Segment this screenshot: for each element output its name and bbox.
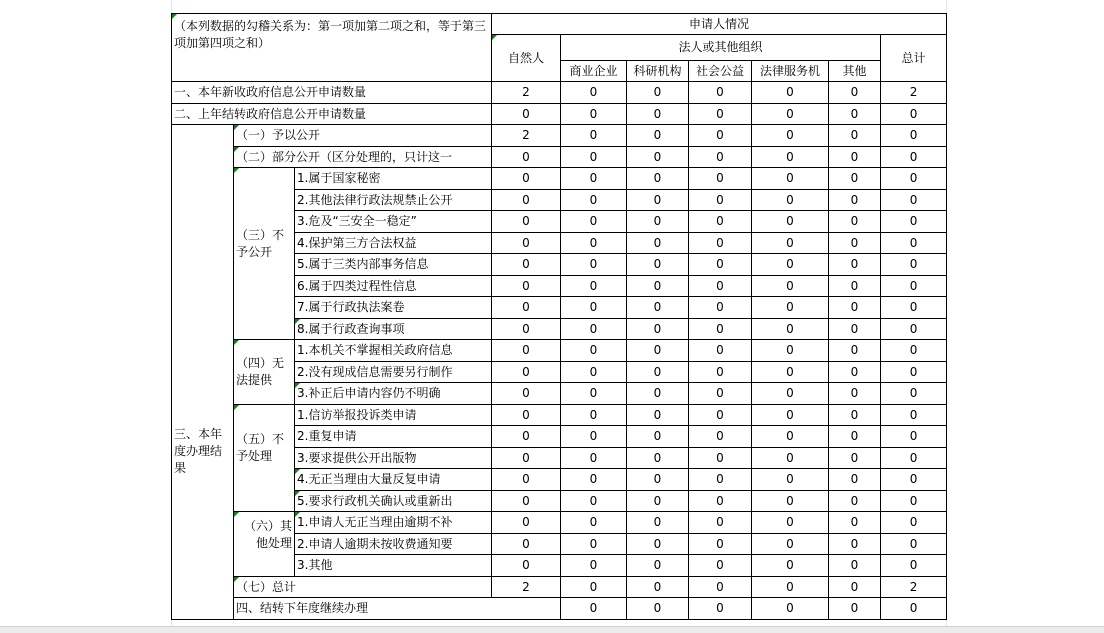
cell[interactable]: 0 — [689, 146, 752, 168]
table-row — [172, 103, 947, 125]
cell[interactable]: 0 — [881, 297, 947, 319]
cell[interactable]: 0 — [689, 426, 752, 448]
cell[interactable]: 0 — [492, 254, 561, 276]
cell[interactable]: 0 — [689, 82, 752, 104]
cell[interactable]: 0 — [829, 426, 881, 448]
cell[interactable]: 0 — [627, 211, 689, 233]
cell[interactable]: 0 — [752, 103, 829, 125]
row-label[interactable]: 一、本年新收政府信息公开申请数量 — [172, 82, 492, 104]
cell[interactable]: 0 — [689, 512, 752, 534]
header-note[interactable]: （本列数据的勾稽关系为：第一项加第二项之和，等于第三项加第四项之和） — [172, 14, 492, 82]
cell[interactable]: 0 — [627, 103, 689, 125]
row-label[interactable]: （七）总计 — [234, 576, 492, 598]
cell[interactable]: 0 — [492, 490, 561, 512]
cell[interactable]: 0 — [492, 512, 561, 534]
cell[interactable]: 0 — [561, 103, 627, 125]
cell[interactable]: 0 — [689, 211, 752, 233]
cell[interactable]: 0 — [829, 297, 881, 319]
cell[interactable]: 0 — [627, 598, 689, 620]
row-label[interactable]: 7.属于行政执法案卷 — [295, 297, 492, 319]
group-3-5-label[interactable]: （五）不予处理 — [234, 404, 295, 512]
row-label[interactable]: 6.属于四类过程性信息 — [295, 275, 492, 297]
cell[interactable]: 0 — [752, 361, 829, 383]
row-label[interactable]: （一）予以公开 — [234, 125, 492, 147]
cell[interactable]: 0 — [492, 146, 561, 168]
cell[interactable]: 0 — [881, 125, 947, 147]
cell[interactable]: 0 — [752, 404, 829, 426]
header-sub-0[interactable]: 商业企业 — [561, 60, 627, 82]
cell[interactable]: 0 — [561, 404, 627, 426]
cell[interactable]: 0 — [492, 555, 561, 577]
cell[interactable]: 0 — [561, 555, 627, 577]
cell[interactable]: 0 — [561, 232, 627, 254]
cell[interactable]: 0 — [881, 146, 947, 168]
cell[interactable]: 0 — [492, 275, 561, 297]
cell[interactable]: 0 — [627, 275, 689, 297]
header-sub-3[interactable]: 法律服务机 — [752, 60, 829, 82]
cell[interactable]: 0 — [881, 189, 947, 211]
cell[interactable]: 0 — [561, 361, 627, 383]
cell[interactable]: 0 — [829, 340, 881, 362]
cell[interactable]: 0 — [752, 318, 829, 340]
row-label[interactable]: 2.没有现成信息需要另行制作 — [295, 361, 492, 383]
cell[interactable]: 0 — [752, 426, 829, 448]
cell[interactable]: 0 — [561, 297, 627, 319]
cell[interactable]: 0 — [829, 361, 881, 383]
cell[interactable]: 0 — [881, 211, 947, 233]
cell[interactable]: 0 — [561, 447, 627, 469]
cell[interactable]: 0 — [829, 383, 881, 405]
row-label[interactable]: 2.申请人逾期未按收费通知要 — [295, 533, 492, 555]
cell[interactable]: 0 — [561, 490, 627, 512]
header-sub-4[interactable]: 其他 — [829, 60, 881, 82]
header-sub-1[interactable]: 科研机构 — [627, 60, 689, 82]
cell[interactable]: 0 — [881, 383, 947, 405]
header-natural[interactable]: 自然人 — [492, 35, 561, 82]
cell[interactable]: 0 — [561, 82, 627, 104]
cell[interactable]: 2 — [881, 82, 947, 104]
cell[interactable]: 0 — [752, 447, 829, 469]
cell[interactable]: 0 — [752, 383, 829, 405]
cell[interactable]: 0 — [829, 469, 881, 491]
cell[interactable]: 0 — [492, 211, 561, 233]
cell[interactable]: 0 — [881, 512, 947, 534]
cell[interactable]: 0 — [689, 168, 752, 190]
cell[interactable]: 0 — [492, 232, 561, 254]
cell[interactable]: 0 — [689, 555, 752, 577]
cell[interactable]: 0 — [492, 426, 561, 448]
row-label[interactable]: 1.本机关不掌握相关政府信息 — [295, 340, 492, 362]
cell[interactable]: 0 — [561, 340, 627, 362]
cell[interactable]: 0 — [627, 490, 689, 512]
cell[interactable]: 0 — [752, 598, 829, 620]
header-legal[interactable]: 法人或其他组织 — [561, 35, 881, 61]
cell[interactable]: 0 — [561, 576, 627, 598]
cell[interactable]: 0 — [627, 189, 689, 211]
cell[interactable]: 0 — [689, 318, 752, 340]
row-label[interactable]: 3.其他 — [295, 555, 492, 577]
cell[interactable]: 0 — [561, 168, 627, 190]
cell[interactable]: 0 — [752, 297, 829, 319]
row-label[interactable]: （二）部分公开（区分处理的，只计这一 — [234, 146, 492, 168]
cell[interactable]: 0 — [561, 125, 627, 147]
cell[interactable]: 0 — [752, 512, 829, 534]
cell[interactable]: 0 — [492, 318, 561, 340]
cell[interactable]: 0 — [561, 426, 627, 448]
cell[interactable]: 0 — [881, 318, 947, 340]
cell[interactable]: 0 — [689, 576, 752, 598]
row-label[interactable]: 5.属于三类内部事务信息 — [295, 254, 492, 276]
cell[interactable]: 2 — [881, 576, 947, 598]
cell[interactable]: 0 — [881, 447, 947, 469]
group-3-4-label[interactable]: （四）无法提供 — [234, 340, 295, 405]
cell[interactable]: 0 — [561, 469, 627, 491]
cell[interactable]: 0 — [881, 598, 947, 620]
cell[interactable]: 0 — [492, 383, 561, 405]
row-label[interactable]: 2.其他法律行政法规禁止公开 — [295, 189, 492, 211]
cell[interactable]: 0 — [752, 125, 829, 147]
cell[interactable]: 0 — [627, 447, 689, 469]
cell[interactable]: 0 — [829, 168, 881, 190]
cell[interactable]: 0 — [829, 533, 881, 555]
cell[interactable]: 0 — [492, 189, 561, 211]
cell[interactable]: 0 — [689, 490, 752, 512]
cell[interactable]: 0 — [881, 254, 947, 276]
row-label[interactable]: 二、上年结转政府信息公开申请数量 — [172, 103, 492, 125]
table-row — [172, 146, 947, 168]
cell[interactable]: 0 — [689, 361, 752, 383]
cell[interactable]: 0 — [561, 598, 627, 620]
cell[interactable]: 0 — [492, 361, 561, 383]
cell[interactable]: 0 — [561, 318, 627, 340]
cell[interactable]: 0 — [627, 146, 689, 168]
cell[interactable]: 0 — [829, 490, 881, 512]
cell[interactable]: 0 — [689, 297, 752, 319]
cell[interactable]: 0 — [752, 555, 829, 577]
cell[interactable]: 0 — [627, 512, 689, 534]
cell[interactable]: 0 — [829, 232, 881, 254]
cell[interactable]: 0 — [492, 297, 561, 319]
cell[interactable]: 0 — [881, 426, 947, 448]
cell[interactable]: 0 — [881, 168, 947, 190]
cell[interactable]: 0 — [689, 383, 752, 405]
cell[interactable]: 0 — [752, 232, 829, 254]
cell[interactable]: 0 — [627, 168, 689, 190]
cell[interactable]: 0 — [829, 146, 881, 168]
cell[interactable]: 0 — [492, 404, 561, 426]
cell[interactable]: 0 — [881, 555, 947, 577]
cell[interactable]: 0 — [752, 146, 829, 168]
cell[interactable]: 0 — [627, 426, 689, 448]
table-row — [172, 598, 947, 620]
row-label[interactable]: 8.属于行政查询事项 — [295, 318, 492, 340]
cell[interactable]: 0 — [881, 340, 947, 362]
cell[interactable]: 0 — [881, 275, 947, 297]
cell[interactable]: 0 — [561, 512, 627, 534]
cell[interactable]: 0 — [829, 512, 881, 534]
cell[interactable]: 0 — [752, 254, 829, 276]
cell[interactable]: 0 — [561, 211, 627, 233]
cell[interactable]: 0 — [881, 404, 947, 426]
cell[interactable]: 0 — [752, 168, 829, 190]
cell[interactable]: 0 — [829, 576, 881, 598]
cell[interactable]: 0 — [829, 189, 881, 211]
cell[interactable]: 0 — [627, 469, 689, 491]
header-total[interactable]: 总计 — [881, 35, 947, 82]
cell[interactable]: 0 — [689, 103, 752, 125]
row-label[interactable]: 4.无正当理由大量反复申请 — [295, 469, 492, 491]
cell[interactable]: 2 — [492, 82, 561, 104]
cell[interactable]: 0 — [881, 361, 947, 383]
cell[interactable]: 0 — [689, 232, 752, 254]
spreadsheet — [171, 13, 946, 615]
cell[interactable]: 0 — [627, 82, 689, 104]
cell[interactable]: 0 — [561, 533, 627, 555]
cell[interactable]: 0 — [752, 469, 829, 491]
cell[interactable]: 0 — [492, 340, 561, 362]
cell[interactable]: 0 — [627, 383, 689, 405]
row-label[interactable]: 四、结转下年度继续办理 — [234, 598, 561, 620]
cell[interactable]: 0 — [689, 275, 752, 297]
cell[interactable]: 0 — [492, 168, 561, 190]
cell[interactable]: 0 — [752, 340, 829, 362]
row-label[interactable]: 5.要求行政机关确认或重新出 — [295, 490, 492, 512]
cell[interactable]: 0 — [627, 297, 689, 319]
cell[interactable]: 0 — [752, 490, 829, 512]
row-label[interactable]: 1.属于国家秘密 — [295, 168, 492, 190]
cell[interactable]: 0 — [689, 189, 752, 211]
cell[interactable]: 0 — [829, 318, 881, 340]
row-label[interactable]: 4.保护第三方合法权益 — [295, 232, 492, 254]
cell[interactable]: 0 — [829, 555, 881, 577]
cell[interactable]: 0 — [561, 146, 627, 168]
header-sub-2[interactable]: 社会公益 — [689, 60, 752, 82]
table-row — [172, 404, 947, 426]
cell[interactable]: 0 — [492, 103, 561, 125]
row-label[interactable]: 2.重复申请 — [295, 426, 492, 448]
cell[interactable]: 0 — [829, 125, 881, 147]
table-row — [172, 125, 947, 147]
cell[interactable]: 0 — [881, 490, 947, 512]
cell[interactable]: 0 — [829, 254, 881, 276]
cell[interactable]: 0 — [492, 533, 561, 555]
cell[interactable]: 0 — [492, 469, 561, 491]
table-row — [172, 82, 947, 104]
cell[interactable]: 0 — [627, 361, 689, 383]
cell[interactable]: 0 — [561, 275, 627, 297]
cell[interactable]: 2 — [492, 125, 561, 147]
cell[interactable]: 2 — [492, 576, 561, 598]
cell[interactable]: 0 — [689, 404, 752, 426]
cell[interactable]: 0 — [627, 576, 689, 598]
group-3-label[interactable]: 三、本年度办理结果 — [172, 125, 234, 620]
cell[interactable]: 0 — [881, 533, 947, 555]
cell[interactable]: 0 — [752, 82, 829, 104]
cell[interactable]: 0 — [627, 318, 689, 340]
cell[interactable]: 0 — [829, 103, 881, 125]
cell[interactable]: 0 — [881, 469, 947, 491]
cell[interactable]: 0 — [752, 533, 829, 555]
group-3-3-label[interactable]: （三）不予公开 — [234, 168, 295, 340]
cell[interactable]: 0 — [752, 275, 829, 297]
cell[interactable]: 0 — [829, 211, 881, 233]
cell[interactable]: 0 — [627, 533, 689, 555]
cell[interactable]: 0 — [561, 189, 627, 211]
cell[interactable]: 0 — [561, 383, 627, 405]
cell[interactable]: 0 — [689, 340, 752, 362]
cell[interactable]: 0 — [752, 211, 829, 233]
cell[interactable]: 0 — [881, 232, 947, 254]
cell[interactable]: 0 — [689, 598, 752, 620]
cell[interactable]: 0 — [689, 125, 752, 147]
header-applicant[interactable]: 申请人情况 — [492, 14, 947, 35]
cell[interactable]: 0 — [627, 232, 689, 254]
report-table — [171, 13, 947, 620]
cell[interactable]: 0 — [829, 447, 881, 469]
cell[interactable]: 0 — [627, 404, 689, 426]
cell[interactable]: 0 — [689, 533, 752, 555]
cell[interactable]: 0 — [561, 254, 627, 276]
cell[interactable]: 0 — [829, 404, 881, 426]
cell[interactable]: 0 — [689, 469, 752, 491]
row-label[interactable]: 1.信访举报投诉类申请 — [295, 404, 492, 426]
row-label[interactable]: 3.要求提供公开出版物 — [295, 447, 492, 469]
table-row — [172, 576, 947, 598]
row-label[interactable]: 3.危及“三安全一稳定” — [295, 211, 492, 233]
cell[interactable]: 0 — [829, 275, 881, 297]
table-row — [172, 512, 947, 534]
cell[interactable]: 0 — [881, 103, 947, 125]
cell[interactable]: 0 — [689, 254, 752, 276]
row-label[interactable]: 1.申请人无正当理由逾期不补 — [295, 512, 492, 534]
cell[interactable]: 0 — [627, 340, 689, 362]
cell[interactable]: 0 — [689, 447, 752, 469]
cell[interactable]: 0 — [752, 189, 829, 211]
cell[interactable]: 0 — [752, 576, 829, 598]
cell[interactable]: 0 — [627, 254, 689, 276]
cell[interactable]: 0 — [627, 555, 689, 577]
cell[interactable]: 0 — [627, 125, 689, 147]
table-row — [172, 168, 947, 190]
group-3-6-label[interactable]: （六）其他处理 — [234, 512, 295, 577]
cell[interactable]: 0 — [829, 82, 881, 104]
cell[interactable]: 0 — [492, 447, 561, 469]
cell[interactable]: 0 — [829, 598, 881, 620]
table-row — [172, 340, 947, 362]
row-label[interactable]: 3.补正后申请内容仍不明确 — [295, 383, 492, 405]
